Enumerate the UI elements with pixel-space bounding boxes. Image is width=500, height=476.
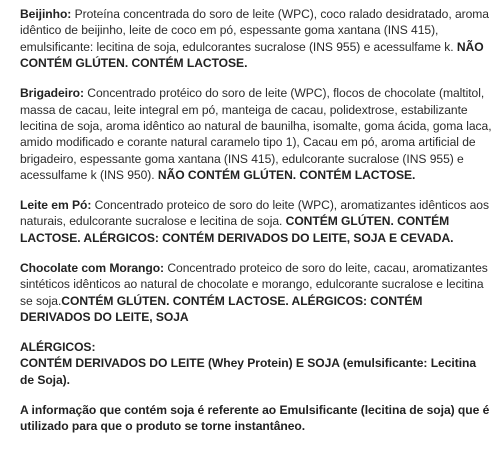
ingredients-text-leite-em-po: Concentrado proteico de soro do leite (WPC), aromatizantes idênticos aos naturais, edulcorante sucralose e lecitina de soja. (20, 198, 489, 229)
paragraph-alergicos (20, 339, 492, 388)
soy-emulsifier-note: A informação que contém soja é referente ao Emulsificante (lecitina de soja) que é utilizado para que o produto se torne instantâneo. (20, 402, 490, 434)
gluten-lactose-notice-beijinho: NÃO CONTÉM GLÚTEN. CONTÉM LACTOSE. (20, 39, 484, 71)
paragraph-beijinho (20, 6, 492, 72)
flavor-label-chocolate-com-morango: Chocolate com Morango: (20, 260, 165, 275)
flavor-label-beijinho: Beijinho: (20, 7, 72, 21)
ingredients-text-beijinho: Proteína concentrada do soro de leite (WPC), coco ralado desidratado, aroma idêntico de beijinho, leite de coco em pó, espessante goma xantana (INS 415), emulsificante: lecitina de soja, edulcorantes sucralose (INS 955) e acessulfame k. (20, 7, 489, 54)
paragraph-leite-em-po (20, 197, 492, 246)
allergens-text: CONTÉM DERIVADOS DO LEITE (Whey Protein) E SOJA (emulsificante: Lecitina de Soja). (20, 356, 477, 387)
allergen-notice-chocolate-com-morango: CONTÉM GLÚTEN. CONTÉM LACTOSE. ALÉRGICOS: CONTÉM DERIVADOS DO LEITE, SOJA (20, 293, 423, 324)
paragraph-chocolate-com-morango (20, 260, 492, 326)
paragraph-brigadeiro (20, 85, 492, 183)
paragraph-soja-note (20, 402, 492, 435)
flavor-label-leite-em-po: Leite em Pó: (20, 198, 92, 213)
ingredients-text-chocolate-com-morango: Concentrado proteico de soro do leite, cacau, aromatizantes sintéticos idênticos ao natural de chocolate e morango, edulcorante sucralose e lecitina se soja. (20, 260, 488, 308)
flavor-label-brigadeiro: Brigadeiro: (20, 86, 84, 101)
allergens-heading: ALÉRGICOS: (20, 339, 96, 354)
allergen-notice-leite-em-po: CONTÉM GLÚTEN. CONTÉM LACTOSE. ALÉRGICOS: CONTÉM DERIVADOS DO LEITE, SOJA E CEVADA. (20, 214, 454, 245)
ingredients-text-brigadeiro: Concentrado protéico do soro de leite (WPC), flocos de chocolate (maltitol, massa de cacau, leite integral em pó, manteiga de cacau, polidextrose, estabilizante lecitina de soja, aroma idêntico ao natural de baunilha, isomalte, goma ácida, goma laca, amido modificado e corante natural caramelo tipo 1), Cacau em pó, aroma artificial de brigadeiro, espessante goma xantana (INS 415), edulcorante sucralose (INS 955) e acessulfame k (INS 950). (20, 86, 492, 183)
gluten-lactose-notice-brigadeiro: NÃO CONTÉM GLÚTEN. CONTÉM LACTOSE. (154, 168, 416, 183)
